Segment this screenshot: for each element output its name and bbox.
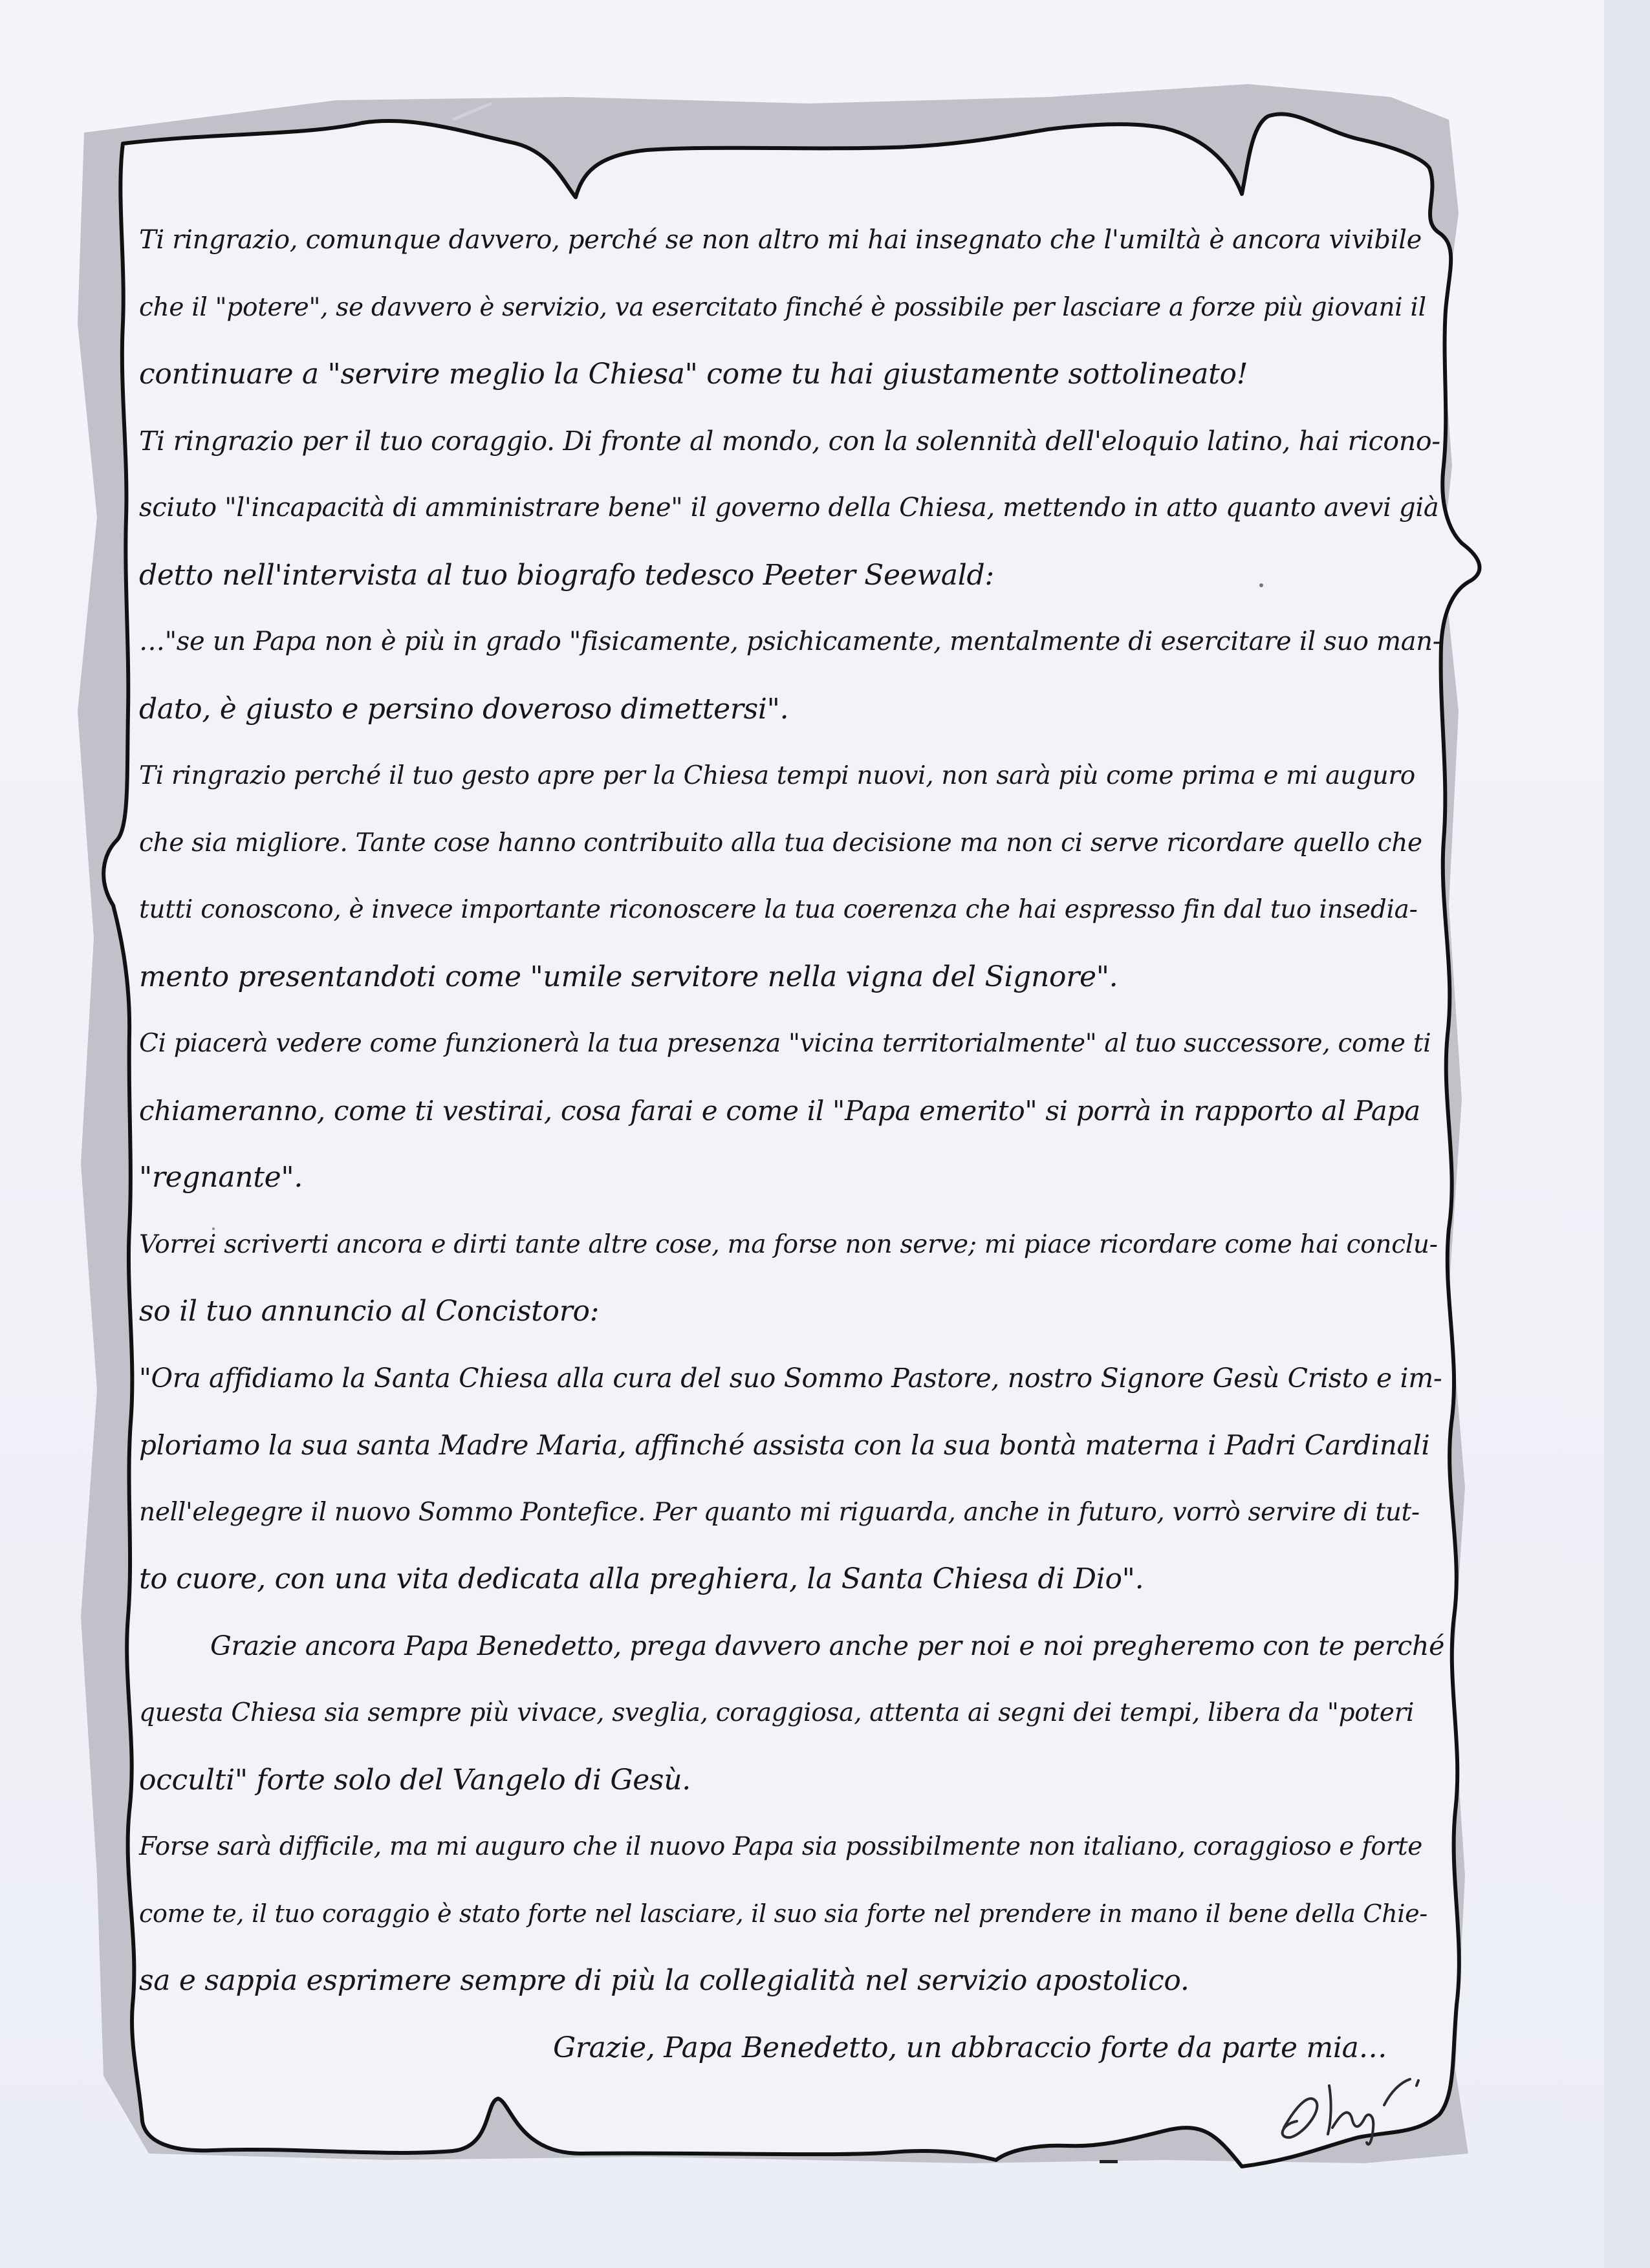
letter-line: Ti ringrazio perché il tuo gesto apre per la Chiesa tempi nuovi, non sarà più come prima e mi auguro [139,761,1415,790]
letter-line: so il tuo annuncio al Concistoro: [139,1295,600,1328]
letter-line: Ti ringrazio, comunque davvero, perché se non altro mi hai insegnato che l'umiltà è ancora vivibile [139,225,1422,255]
letter-line: ploriamo la sua santa Madre Maria, affinché assista con la sua bontà materna i Padri Cardinali [139,1429,1430,1461]
letter-line: tutti conoscono, è invece importante riconoscere la tua coerenza che hai espresso fin dal tuo insedia- [139,895,1418,924]
letter-line: "regnante". [139,1161,303,1194]
letter-line: chiameranno, come ti vestirai, cosa farai e come il "Papa emerito" si porrà in rapporto al Papa [139,1094,1420,1127]
letter-line: Ti ringrazio per il tuo coraggio. Di fronte al mondo, con la solennità dell'eloquio latino, hai ricono- [139,425,1440,457]
letter-line: …"se un Papa non è più in grado "fisicamente, psichicamente, mentalmente di esercitare il suo man- [139,627,1441,656]
letter-line: dato, è giusto e persino doveroso dimettersi". [139,692,789,726]
letter-line: nell'elegegre il nuovo Sommo Pontefice. Per quanto mi riguarda, anche in futuro, vorrò servire di tut- [139,1497,1420,1527]
letter-line: come te, il tuo coraggio è stato forte nel lasciare, il suo sia forte nel prendere in mano il bene della Chie- [139,1899,1427,1928]
letter-line: Vorrei scriverti ancora e dirti tante altre cose, ma forse non serve; mi piace ricordare come hai conclu- [139,1229,1438,1259]
closing-line: Grazie, Papa Benedetto, un abbraccio forte da parte mia… [553,2031,1387,2064]
letter-line: "Ora affidiamo la Santa Chiesa alla cura del suo Sommo Pastore, nostro Signore Gesù Cristo e im- [139,1362,1442,1394]
letter-line: to cuore, con una vita dedicata alla preghiera, la Santa Chiesa di Dio". [139,1562,1144,1595]
letter-line: che sia migliore. Tante cose hanno contribuito alla tua decisione ma non ci serve ricordare quello che [139,828,1422,858]
letter-line: che il "potere", se davvero è servizio, va esercitato finché è possibile per lasciare a forze più giovani il [139,292,1426,322]
letter-line: mento presentandoti come "umile servitore nella vigna del Signore". [139,960,1118,993]
letter-line: Ci piacerà vedere come funzionerà la tua presenza "vicina territorialmente" al tuo successore, come ti [139,1029,1431,1058]
letter-line: detto nell'intervista al tuo biografo tedesco Peeter Seewald: [139,558,994,592]
letter-line: Forse sarà difficile, ma mi auguro che il nuovo Papa sia possibilmente non italiano, coraggioso e forte [139,1832,1423,1861]
letter-line: Grazie ancora Papa Benedetto, prega davvero anche per noi e noi pregheremo con te perché [210,1630,1445,1661]
letter-line: questa Chiesa sia sempre più vivace, sveglia, coraggiosa, attenta ai segni dei tempi, libera da "poteri [139,1698,1415,1727]
letter-line: continuare a "servire meglio la Chiesa" come tu hai giustamente sottolineato! [139,358,1248,391]
letter-line: occulti" forte solo del Vangelo di Gesù. [139,1763,691,1797]
letter-line: sciuto "l'incapacità di amministrare bene" il governo della Chiesa, mettendo in atto quanto avevi già [139,493,1439,523]
letter-line: sa e sappia esprimere sempre di più la collegialità nel servizio apostolico. [139,1964,1189,1997]
